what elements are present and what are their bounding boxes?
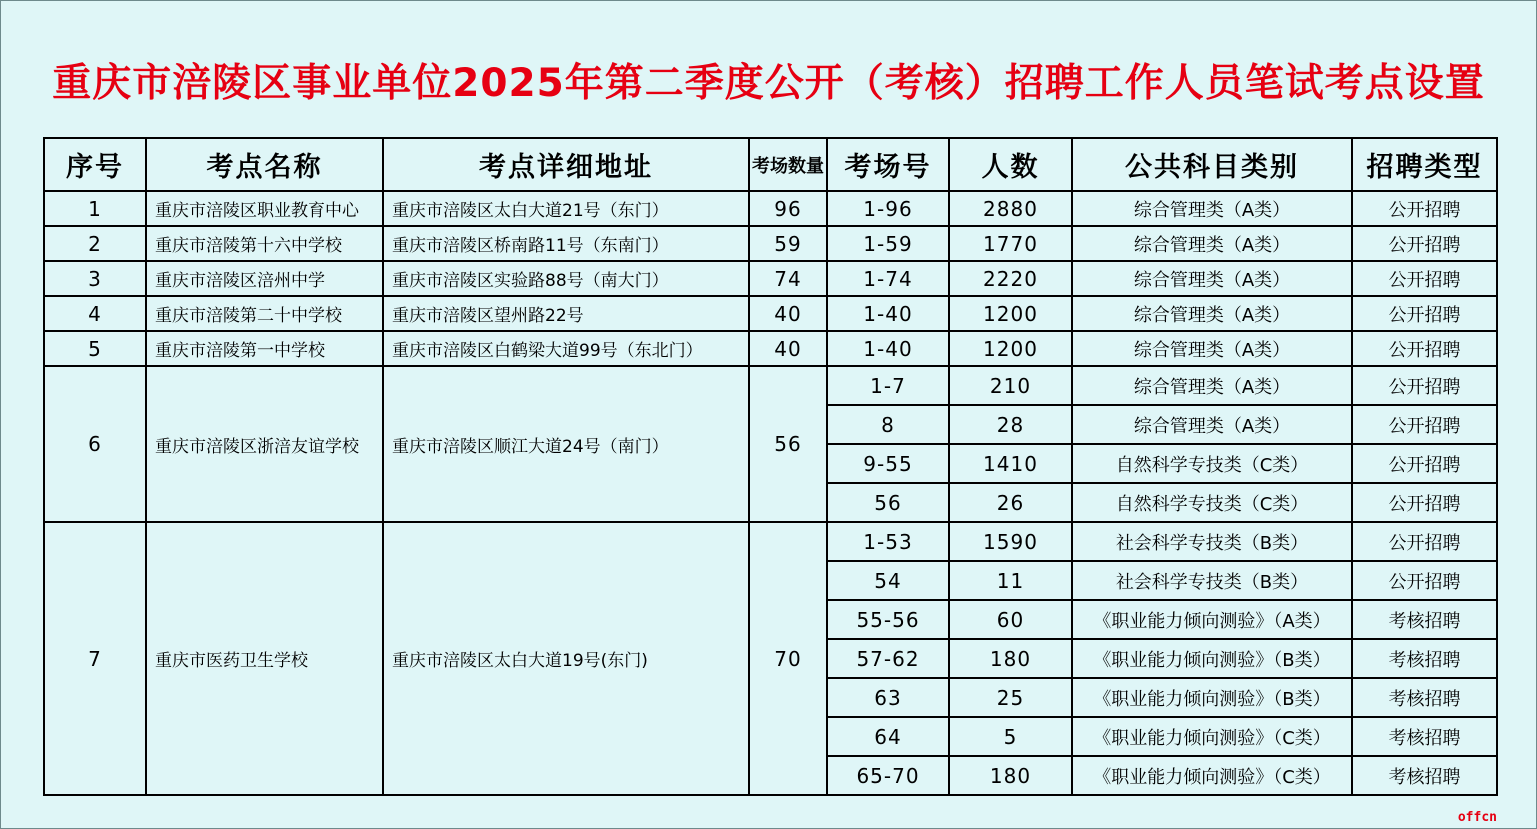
table-row	[44, 331, 1497, 366]
recruit-type: 公开招聘	[1352, 191, 1497, 226]
room-no: 55-56	[827, 600, 949, 639]
subject-category: 综合管理类（A类）	[1072, 366, 1352, 405]
people-count: 60	[949, 600, 1072, 639]
recruit-type: 公开招聘	[1352, 226, 1497, 261]
room-no: 57-62	[827, 639, 949, 678]
people-count: 2880	[949, 191, 1072, 226]
site-address: 重庆市涪陵区太白大道19号(东门)	[383, 522, 749, 795]
header-people: 人数	[949, 138, 1072, 191]
header-row	[44, 138, 1497, 191]
subject-category: 《职业能力倾向测验》（C类）	[1072, 717, 1352, 756]
site-name: 重庆市涪陵第二十中学校	[146, 296, 383, 331]
table-row	[44, 226, 1497, 261]
subject-category: 综合管理类（A类）	[1072, 191, 1352, 226]
recruit-type: 公开招聘	[1352, 483, 1497, 522]
recruit-type: 考核招聘	[1352, 678, 1497, 717]
header-site-name: 考点名称	[146, 138, 383, 191]
site-no: 7	[44, 522, 146, 795]
recruit-type: 公开招聘	[1352, 296, 1497, 331]
site-room-count: 40	[749, 331, 827, 366]
people-count: 5	[949, 717, 1072, 756]
site-room-count: 56	[749, 366, 827, 522]
room-no: 9-55	[827, 444, 949, 483]
site-no: 3	[44, 261, 146, 296]
recruit-type: 考核招聘	[1352, 717, 1497, 756]
subject-category: 《职业能力倾向测验》（A类）	[1072, 600, 1352, 639]
site-name: 重庆市涪陵区浙涪友谊学校	[146, 366, 383, 522]
site-name: 重庆市涪陵区涪州中学	[146, 261, 383, 296]
room-no: 1-40	[827, 331, 949, 366]
site-name: 重庆市涪陵区职业教育中心	[146, 191, 383, 226]
site-name: 重庆市涪陵第十六中学校	[146, 226, 383, 261]
site-no: 4	[44, 296, 146, 331]
room-no: 65-70	[827, 756, 949, 795]
table-row	[44, 522, 1497, 561]
room-no: 1-96	[827, 191, 949, 226]
room-no: 1-74	[827, 261, 949, 296]
site-room-count: 74	[749, 261, 827, 296]
people-count: 1770	[949, 226, 1072, 261]
header-category: 公共科目类别	[1072, 138, 1352, 191]
subject-category: 《职业能力倾向测验》（B类）	[1072, 639, 1352, 678]
people-count: 1200	[949, 296, 1072, 331]
recruit-type: 公开招聘	[1352, 261, 1497, 296]
offcn-watermark: offcn	[1457, 810, 1497, 825]
table-row	[44, 366, 1497, 405]
site-name: 重庆市涪陵第一中学校	[146, 331, 383, 366]
room-no: 1-40	[827, 296, 949, 331]
header-recruit-type: 招聘类型	[1352, 138, 1497, 191]
people-count: 1590	[949, 522, 1072, 561]
subject-category: 综合管理类（A类）	[1072, 331, 1352, 366]
site-address: 重庆市涪陵区白鹤梁大道99号（东北门）	[383, 331, 749, 366]
recruit-type: 考核招聘	[1352, 639, 1497, 678]
people-count: 26	[949, 483, 1072, 522]
table-body	[44, 191, 1497, 795]
room-no: 1-7	[827, 366, 949, 405]
subject-category: 综合管理类（A类）	[1072, 405, 1352, 444]
exam-sites-table	[43, 137, 1498, 796]
site-address: 重庆市涪陵区望州路22号	[383, 296, 749, 331]
room-no: 63	[827, 678, 949, 717]
table-row	[44, 261, 1497, 296]
people-count: 180	[949, 756, 1072, 795]
table-row	[44, 296, 1497, 331]
site-address: 重庆市涪陵区桥南路11号（东南门）	[383, 226, 749, 261]
site-name: 重庆市医药卫生学校	[146, 522, 383, 795]
room-no: 54	[827, 561, 949, 600]
recruit-type: 公开招聘	[1352, 331, 1497, 366]
site-room-count: 59	[749, 226, 827, 261]
subject-category: 《职业能力倾向测验》（B类）	[1072, 678, 1352, 717]
people-count: 11	[949, 561, 1072, 600]
room-no: 1-53	[827, 522, 949, 561]
people-count: 1410	[949, 444, 1072, 483]
people-count: 1200	[949, 331, 1072, 366]
people-count: 25	[949, 678, 1072, 717]
header-no: 序号	[44, 138, 146, 191]
recruit-type: 公开招聘	[1352, 561, 1497, 600]
site-room-count: 70	[749, 522, 827, 795]
people-count: 210	[949, 366, 1072, 405]
subject-category: 综合管理类（A类）	[1072, 226, 1352, 261]
header-room-no: 考场号	[827, 138, 949, 191]
site-address: 重庆市涪陵区实验路88号（南大门）	[383, 261, 749, 296]
recruit-type: 公开招聘	[1352, 522, 1497, 561]
room-no: 64	[827, 717, 949, 756]
subject-category: 自然科学专技类（C类）	[1072, 444, 1352, 483]
site-room-count: 40	[749, 296, 827, 331]
subject-category: 社会科学专技类（B类）	[1072, 522, 1352, 561]
site-room-count: 96	[749, 191, 827, 226]
page-title: 重庆市涪陵区事业单位2025年第二季度公开（考核）招聘工作人员笔试考点设置	[52, 61, 1485, 106]
recruit-type: 公开招聘	[1352, 366, 1497, 405]
room-no: 8	[827, 405, 949, 444]
header-room-count: 考场数量	[749, 138, 827, 191]
site-no: 5	[44, 331, 146, 366]
recruit-type: 公开招聘	[1352, 405, 1497, 444]
recruit-type: 考核招聘	[1352, 756, 1497, 795]
header-address: 考点详细地址	[383, 138, 749, 191]
recruit-type: 公开招聘	[1352, 444, 1497, 483]
site-no: 1	[44, 191, 146, 226]
site-no: 6	[44, 366, 146, 522]
site-address: 重庆市涪陵区顺江大道24号（南门）	[383, 366, 749, 522]
people-count: 28	[949, 405, 1072, 444]
people-count: 180	[949, 639, 1072, 678]
subject-category: 自然科学专技类（C类）	[1072, 483, 1352, 522]
table-row	[44, 191, 1497, 226]
recruit-type: 考核招聘	[1352, 600, 1497, 639]
subject-category: 综合管理类（A类）	[1072, 261, 1352, 296]
room-no: 1-59	[827, 226, 949, 261]
site-address: 重庆市涪陵区太白大道21号（东门）	[383, 191, 749, 226]
site-no: 2	[44, 226, 146, 261]
subject-category: 社会科学专技类（B类）	[1072, 561, 1352, 600]
subject-category: 《职业能力倾向测验》（C类）	[1072, 756, 1352, 795]
people-count: 2220	[949, 261, 1072, 296]
subject-category: 综合管理类（A类）	[1072, 296, 1352, 331]
room-no: 56	[827, 483, 949, 522]
